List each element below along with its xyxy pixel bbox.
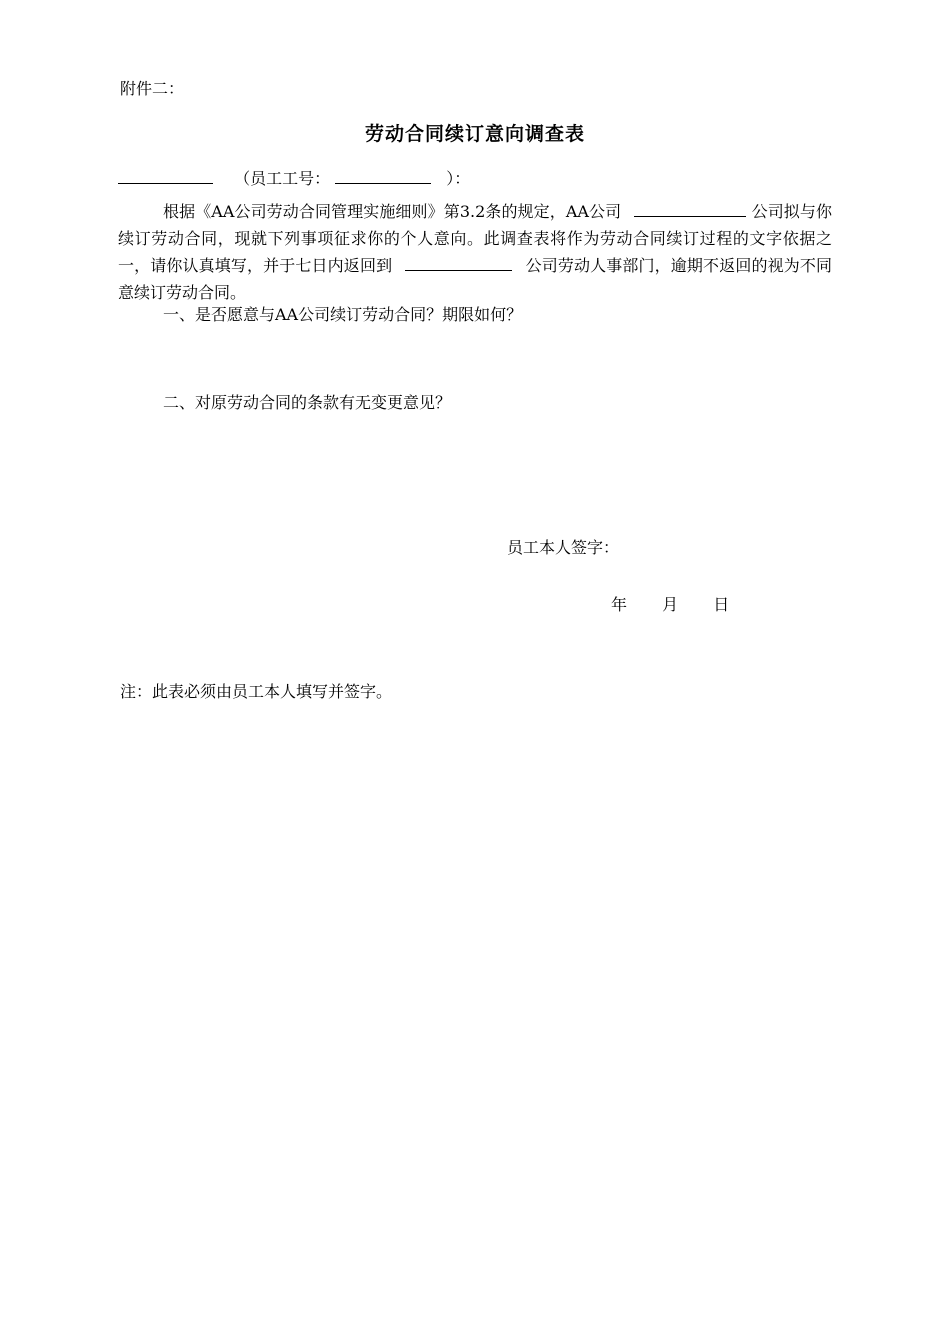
question-terms-change: 二、对原劳动合同的条款有无变更意见？: [163, 393, 452, 412]
employee-name-blank[interactable]: [118, 169, 213, 184]
form-title: 劳动合同续订意向调查表: [364, 123, 585, 145]
intro-text-part1: 根据《AA公司劳动合同管理实施细则》第3.2条的规定，AA公司: [163, 202, 622, 221]
employee-no-blank[interactable]: [335, 169, 431, 184]
signature-date: [611, 592, 759, 615]
company-name-blank[interactable]: [634, 202, 746, 217]
question-renewal: 一、是否愿意与AA公司续订劳动合同？期限如何？: [163, 305, 523, 324]
intro-text-part2: 公司拟与你续订劳动合同，现就下列事项征求你的个人意向。此调查表将作为劳动合同续订过程的文字依据之一，请你认真填写，并于七日内返回到: [118, 202, 832, 275]
intro-paragraph: [118, 198, 832, 306]
footnote: 注：此表必须由员工本人填写并签字。: [120, 682, 393, 701]
attachment-label: 附件二：: [120, 79, 185, 98]
return-department-blank[interactable]: [405, 256, 512, 271]
employee-header-line: [118, 166, 470, 189]
intro-text-part3: 公司劳动人事部门，逾期不返回的视为不同意续订劳动合同。: [118, 256, 832, 302]
signature-label: 员工本人签字：: [507, 538, 620, 557]
employee-no-close-label: ）：: [446, 169, 471, 188]
date-month-label: 月: [662, 595, 679, 614]
employee-no-open-label: （员工工号：: [234, 169, 331, 188]
date-year-label: 年: [611, 595, 628, 614]
date-day-label: 日: [713, 595, 730, 614]
